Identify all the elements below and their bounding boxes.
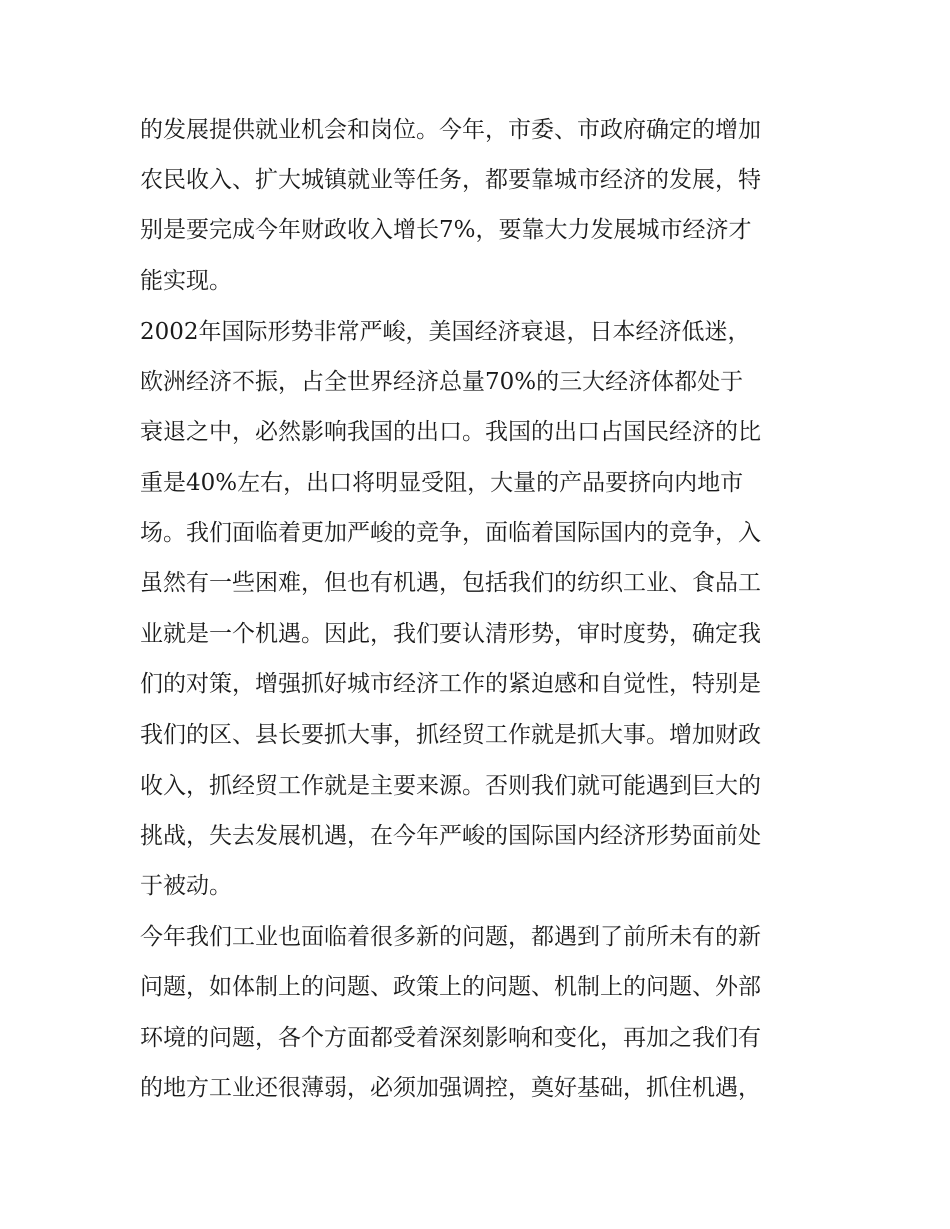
text-line: 别是要完成今年财政收入增长7%，要靠大力发展城市经济才 — [140, 217, 752, 243]
text-line: 衰退之中，必然影响我国的出口。我国的出口占国民经济的比 — [140, 419, 761, 445]
text-line: 重是40%左右，出口将明显受阻，大量的产品要挤向内地市 — [140, 470, 744, 496]
text-line: 能实现。 — [140, 268, 232, 294]
text-line: 们的对策，增强抓好城市经济工作的紧迫感和自觉性，特别是 — [140, 671, 761, 697]
text-line: 于被动。 — [140, 873, 232, 899]
text-line: 环境的问题，各个方面都受着深刻影响和变化，再加之我们有 — [140, 1025, 761, 1051]
text-line: 的发展提供就业机会和岗位。今年，市委、市政府确定的增加 — [140, 117, 761, 143]
text-line: 场。我们面临着更加严峻的竞争，面临着国际国内的竞争，入 — [140, 520, 761, 546]
text-line: 的地方工业还很薄弱，必须加强调控，奠好基础，抓住机遇， — [140, 1075, 761, 1101]
text-line: 虽然有一些困难，但也有机遇，包括我们的纺织工业、食品工 — [140, 570, 761, 596]
text-line: 今年我们工业也面临着很多新的问题，都遇到了前所未有的新 — [140, 924, 761, 950]
text-line: 问题，如体制上的问题、政策上的问题、机制上的问题、外部 — [140, 974, 761, 1000]
text-line: 2002年国际形势非常严峻，美国经济衰退，日本经济低迷， — [140, 319, 751, 345]
text-line: 欧洲经济不振，占全世界经济总量70%的三大经济体都处于 — [140, 369, 744, 395]
text-line: 我们的区、县长要抓大事，抓经贸工作就是抓大事。增加财政 — [140, 722, 761, 748]
text-line: 业就是一个机遇。因此，我们要认清形势，审时度势，确定我 — [140, 621, 761, 647]
text-line: 农民收入、扩大城镇就业等任务，都要靠城市经济的发展，特 — [140, 167, 761, 193]
text-line: 收入，抓经贸工作就是主要来源。否则我们就可能遇到巨大的 — [140, 773, 761, 799]
text-line: 挑战，失去发展机遇，在今年严峻的国际国内经济形势面前处 — [140, 823, 761, 849]
